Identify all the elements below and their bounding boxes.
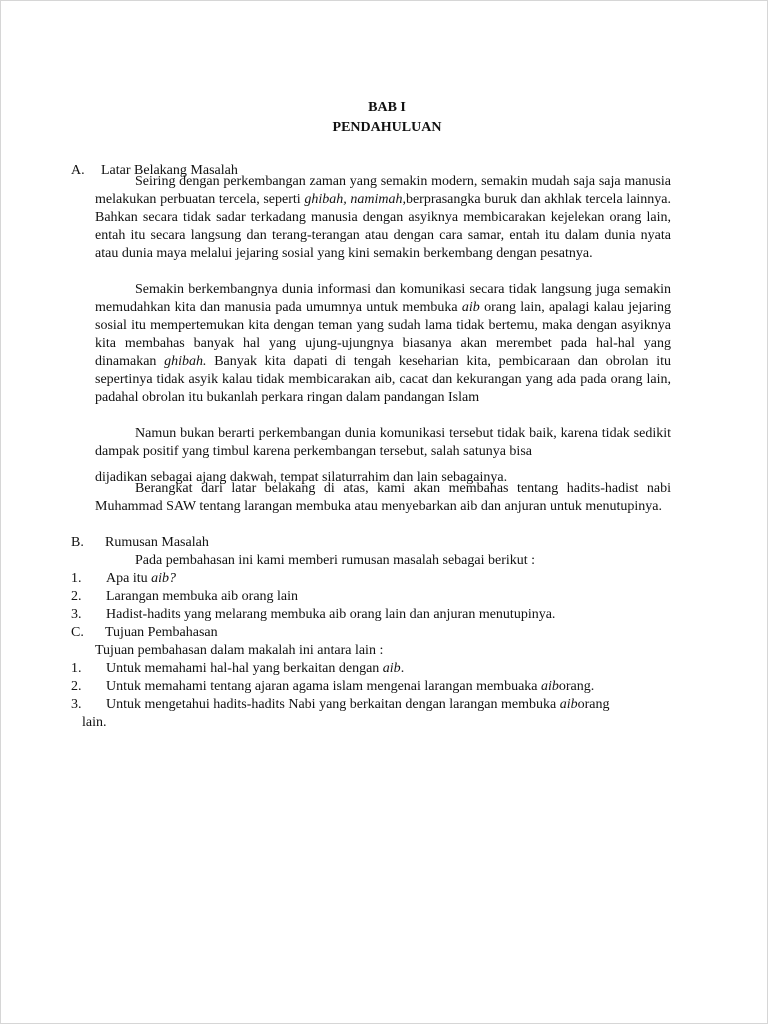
list-number: 3. (71, 697, 82, 712)
list-text: Untuk memahami hal-hal yang berkaitan dengan (106, 661, 383, 676)
paragraph-2 (95, 281, 671, 407)
list-item (71, 588, 671, 606)
section-c-title: Tujuan Pembahasan (105, 625, 218, 640)
list-text-tail: orang (577, 697, 610, 712)
section-b-label: B. (71, 535, 84, 550)
paragraph-3-text: Namun bukan berarti perkembangan dunia komunikasi tersebut tidak baik, karena tidak sedikit dampak positif yang timbul karena perkembangan tersebut, salah satunya bisa (95, 426, 671, 459)
list-item (71, 660, 671, 678)
list-item (71, 570, 671, 588)
list-number: 2. (71, 589, 82, 604)
list-text-italic: aib? (151, 571, 176, 586)
list-text: Apa itu (106, 571, 152, 586)
list-number: 1. (71, 661, 82, 676)
paragraph-1-text-c: berprasangka buruk dan akhlak tercela lainnya. Bahkan secara tidak sadar terkadang manusia dengan asyiknya membicarakan kejelekan orang lain, entah itu secara langsung dan terang-terangan atau dengan cara samar, entah itu dalam dunia nyata atau dunia maya melalui jejaring sosial yang kini semakin berkembang dengan pesatnya. (95, 192, 672, 261)
list-item (71, 678, 671, 696)
section-b-intro (95, 552, 671, 570)
chapter-title: PENDAHULUAN (332, 120, 442, 135)
list-text: Untuk mengetahui hadits-hadits Nabi yang berkaitan dengan larangan membuka (106, 697, 560, 712)
list-text: Untuk memahami tentang ajaran agama islam mengenai larangan membuaka (106, 679, 541, 694)
objective-list (71, 660, 671, 732)
list-number: 1. (71, 571, 82, 586)
paragraph-3-last-line: dijadikan sebagai ajang dakwah, tempat silaturrahim dan lain sebagainya. (95, 470, 508, 485)
list-text-tail: . (400, 661, 405, 676)
paragraph-2-text-e: Banyak kita dapati di tengah keseharian kita, pembicaraan dan obrolan itu sepertinya tidak asyik kalau tidak membicarakan aib, cacat dan kekurangan yang ada pada orang lain, padahal obrolan itu bukanlah perkara ringan dalam pandangan Islam (95, 354, 671, 405)
paragraph-2-italic-ghibah: ghibah. (164, 354, 207, 369)
list-text-tail: orang. (558, 679, 595, 694)
paragraph-2-text-c: orang lain, apalagi kalau jejaring sosial itu mempertemukan kita dengan teman yang sudah lama tidak bertemu, maka dengan asyiknya kita membahas banyak hal yang ujung-ujungnya biasanya akan merembet pada hal-hal yang dinamakan (95, 300, 671, 369)
section-b-title: Rumusan Masalah (105, 535, 209, 550)
list-text: Larangan membuka aib orang lain (106, 589, 299, 604)
paragraph-3 (95, 425, 671, 461)
problem-list (71, 570, 671, 624)
paragraph-1-text-a: Seiring dengan perkembangan zaman yang semakin modern, semakin mudah saja saja manusia melakukan perbuatan tercela, seperti (95, 174, 671, 207)
section-b-heading (71, 534, 209, 552)
section-c-heading (71, 624, 218, 642)
paragraph-1-italic: ghibah, namimah, (304, 192, 406, 207)
list-number: 2. (71, 679, 82, 694)
list-text-italic: aib (559, 697, 578, 712)
list-item (71, 696, 671, 732)
paragraph-1 (95, 173, 671, 263)
paragraph-4-text: Berangkat dari latar belakang di atas, kami akan membahas tentang hadits-hadist nabi Muhammad SAW tentang larangan membuka atau menyebarkan aib dan anjuran untuk menutupinya. (95, 481, 671, 514)
section-c-intro: Tujuan pembahasan dalam makalah ini antara lain : (95, 643, 384, 658)
list-number: 3. (71, 607, 82, 622)
paragraph-2-italic-aib: aib (461, 300, 480, 315)
list-item (71, 606, 671, 624)
section-b-intro-text: Pada pembahasan ini kami memberi rumusan masalah sebagai berikut : (135, 553, 536, 568)
paragraph-2-text-a: Semakin berkembangnya dunia informasi dan komunikasi secara tidak langsung juga semakin memudahkan kita dan manusia pada umumnya untuk membuka (95, 282, 671, 315)
section-c-label: C. (71, 625, 84, 640)
list-text: Hadist-hadits yang melarang membuka aib orang lain dan anjuran menutupinya. (106, 607, 556, 622)
list-text-italic: aib (541, 679, 559, 694)
paragraph-4 (95, 480, 671, 516)
chapter-number: BAB I (368, 100, 406, 115)
section-a-label: A. (71, 163, 85, 178)
section-a-title: Latar Belakang Masalah (101, 163, 238, 178)
list-text-italic: aib (382, 661, 401, 676)
list-text-continuation: lain. (82, 715, 107, 730)
